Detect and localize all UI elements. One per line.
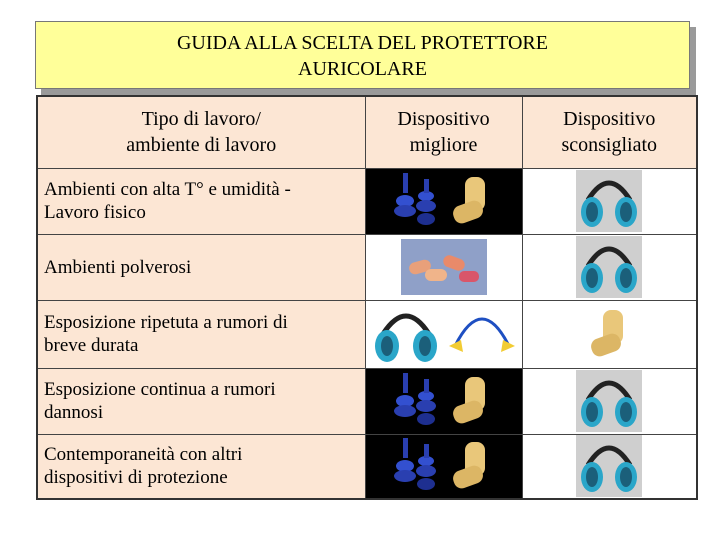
foam-earplug-icon [585, 304, 633, 364]
table-row [37, 300, 697, 368]
table-row [37, 234, 697, 300]
row-label [37, 368, 365, 434]
row-label [37, 168, 365, 234]
best-device-cell [365, 434, 522, 499]
earmuff-icon [576, 435, 642, 497]
row-label [37, 434, 365, 499]
header-not-line-1: Dispositivo [563, 108, 656, 131]
row-label-line: Ambienti polverosi [44, 256, 192, 278]
earplug-flanged-blue-icon [393, 436, 441, 496]
earplug-flanged-blue-icon [393, 171, 441, 231]
not-recommended-cell [522, 168, 697, 234]
foam-earplug-icon [447, 171, 495, 231]
row-label-line: Contemporaneità con altri [44, 444, 243, 466]
row-label [37, 300, 365, 368]
not-recommended-cell [522, 300, 697, 368]
table-row [37, 168, 697, 234]
foam-earplugs-pile-icon [401, 239, 487, 295]
table-row [37, 434, 697, 499]
header-best-line-2: migliore [409, 134, 478, 157]
header-best-device [365, 96, 522, 168]
not-recommended-cell [522, 434, 697, 499]
row-label-line: breve durata [44, 335, 139, 356]
best-device-cell [365, 168, 522, 234]
not-recommended-cell [522, 234, 697, 300]
best-device-cell [365, 368, 522, 434]
title-line-1: GUIDA ALLA SCELTA DEL PROTETTORE [176, 32, 548, 54]
foam-earplug-icon [447, 436, 495, 496]
banded-earplug-icon [447, 302, 517, 366]
earmuff-icon [371, 302, 441, 366]
earmuff-icon [576, 170, 642, 232]
foam-earplug-icon [447, 371, 495, 431]
earmuff-icon [576, 236, 642, 298]
row-label-line: dispositivi di protezione [44, 467, 228, 489]
best-device-cell [365, 234, 522, 300]
header-not-line-2: sconsigliato [561, 134, 658, 157]
best-device-cell [365, 300, 522, 368]
header-work-line-1: Tipo di lavoro/ [141, 108, 261, 131]
guide-table [36, 95, 698, 500]
not-recommended-cell [522, 368, 697, 434]
table-header-row [37, 96, 697, 168]
header-not-recommended-device [522, 96, 697, 168]
row-label-line: dannosi [44, 402, 104, 423]
row-label [37, 234, 365, 300]
row-label-line: Esposizione continua a rumori [44, 379, 276, 400]
header-best-line-1: Dispositivo [397, 108, 490, 131]
title-line-2: AURICOLARE [298, 58, 427, 80]
table-row [37, 368, 697, 434]
earplug-flanged-blue-icon [393, 371, 441, 431]
page-title [35, 21, 690, 89]
header-work-line-2: ambiente di lavoro [126, 134, 277, 157]
row-label-line: Ambienti con alta T° e umidità - [44, 179, 291, 200]
row-label-line: Lavoro fisico [44, 202, 146, 223]
earmuff-icon [576, 370, 642, 432]
row-label-line: Esposizione ripetuta a rumori di [44, 312, 288, 333]
header-work-type [37, 96, 365, 168]
